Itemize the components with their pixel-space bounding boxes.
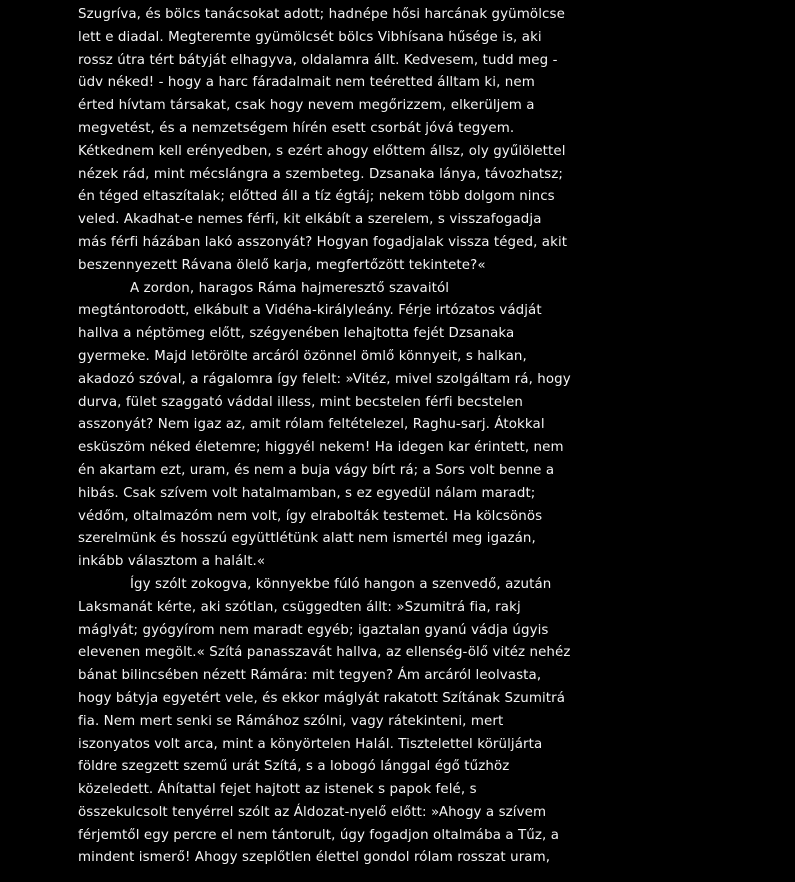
text-line: férjemtől egy percre el nem tántorult, úgy fogadjon oltalmába a Tűz, a [78, 827, 560, 843]
text-line: én téged eltaszítalak; előtted áll a tíz égtáj; nekem több dolgom nincs [78, 189, 555, 205]
text-line: máglyát; gyógyírom nem maradt egyéb; igaztalan gyanú vádja úgyis [78, 622, 549, 638]
text-line: elevenen megölt.« Szítá panasszavát hallva, az ellenség-ölő vitéz nehéz [78, 645, 571, 661]
text-line: hogy bátyja egyetért vele, és ekkor máglyát rakatott Szítának Szumitrá [78, 690, 566, 706]
text-line: üdv néked! - hogy a harc fáradalmait nem teéretted álltam ki, nem [78, 75, 535, 91]
text-line: közeledett. Áhítattal fejet hajtott az istenek s papok felé, s [78, 782, 477, 798]
text-line: akadozó szóval, a rágalomra így felelt: »Vitéz, mivel szolgáltam rá, hogy [78, 371, 571, 387]
text-line: asszonyát? Nem igaz az, amit rólam feltételezel, Raghu-sarj. Átokkal [78, 417, 545, 433]
text-line: Kétkednem kell erényedben, s ezért ahogy előttem állsz, oly gyűlölettel [78, 143, 566, 159]
text-line: én akartam ezt, uram, és nem a buja vágy bírt rá; a Sors volt benne a [78, 462, 555, 478]
text-line: lett e diadal. Megteremte gyümölcsét bölcs Vibhísana hűsége is, aki [78, 29, 542, 45]
text-line: hibás. Csak szívem volt hatalmamban, s ez egyedül nálam maradt; [78, 485, 536, 501]
text-line: megvetést, és a nemzetségem hírén esett csorbát jóvá tegyem. [78, 120, 515, 136]
text-line: rossz útra tért bátyját elhagyva, oldalamra állt. Kedvesem, tudd meg - [78, 52, 558, 68]
paragraph-start-line: A zordon, haragos Ráma hajmeresztő szavaitól [130, 280, 450, 296]
text-line: veled. Akadhat-e nemes férfi, kit elkábít a szerelem, s visszafogadja [78, 212, 542, 228]
text-line: mindent ismerő! Ahogy szeplőtlen élettel gondol rólam rosszat uram, [78, 850, 551, 866]
paragraph-start-line: Így szólt zokogva, könnyekbe fúló hangon a szenvedő, azután [130, 576, 552, 592]
text-line: fia. Nem mert senki se Rámához szólni, vagy rátekinteni, mert [78, 713, 504, 729]
text-line: bánat bilincsében nézett Rámára: mit tegyen? Ám arcáról leolvasta, [78, 668, 542, 684]
text-line: beszennyezett Rávana ölelő karja, megfertőzött tekintete?« [78, 257, 486, 273]
text-line: Laksmanát kérte, aki szótlan, csüggedten állt: »Szumitrá fia, rakj [78, 599, 521, 615]
text-line: Szugríva, és bölcs tanácsokat adott; hadnépe hősi harcának gyümölcse [78, 7, 565, 22]
text-line: megtántorodott, elkábult a Vidéha-királyleány. Férje irtózatos vádját [78, 303, 542, 319]
text-line: érted hívtam társakat, csak hogy nevem megőrizzem, elkerüljem a [78, 98, 535, 114]
text-line: nézek rád, mint mécslángra a szembeteg. Dzsanaka lánya, távozhatsz; [78, 166, 563, 182]
text-line: inkább választom a halált.« [78, 554, 266, 570]
text-line: hallva a néptömeg előtt, szégyenében lehajtotta fejét Dzsanaka [78, 326, 515, 342]
reader-page [78, 4, 571, 870]
text-line: gyermeke. Majd letörölte arcáról özönnel ömlő könnyeit, s halkan, [78, 348, 527, 364]
text-line: esküszöm néked életemre; higgyél nekem! Ha idegen kar érintett, nem [78, 440, 564, 456]
text-line: iszonyatos volt arca, mint a könyörtelen Halál. Tisztelettel körüljárta [78, 736, 543, 752]
text-line: más férfi házában lakó asszonyát? Hogyan fogadjalak vissza téged, akit [78, 234, 568, 250]
text-line: összekulcsolt tenyérrel szólt az Áldozat-nyelő előtt: »Ahogy a szívem [78, 804, 547, 820]
text-line: szerelmünk és hosszú együttlétünk alatt nem ismertél meg igazán, [78, 531, 536, 547]
text-line: védőm, oltalmazóm nem volt, így elrabolták testemet. Ha kölcsönös [78, 508, 543, 524]
text-line: földre szegzett szemű urát Szítá, s a lobogó lánggal égő tűzhöz [78, 759, 510, 775]
text-line: durva, fület szaggató váddal illess, mint becstelen férfi becstelen [78, 394, 523, 410]
